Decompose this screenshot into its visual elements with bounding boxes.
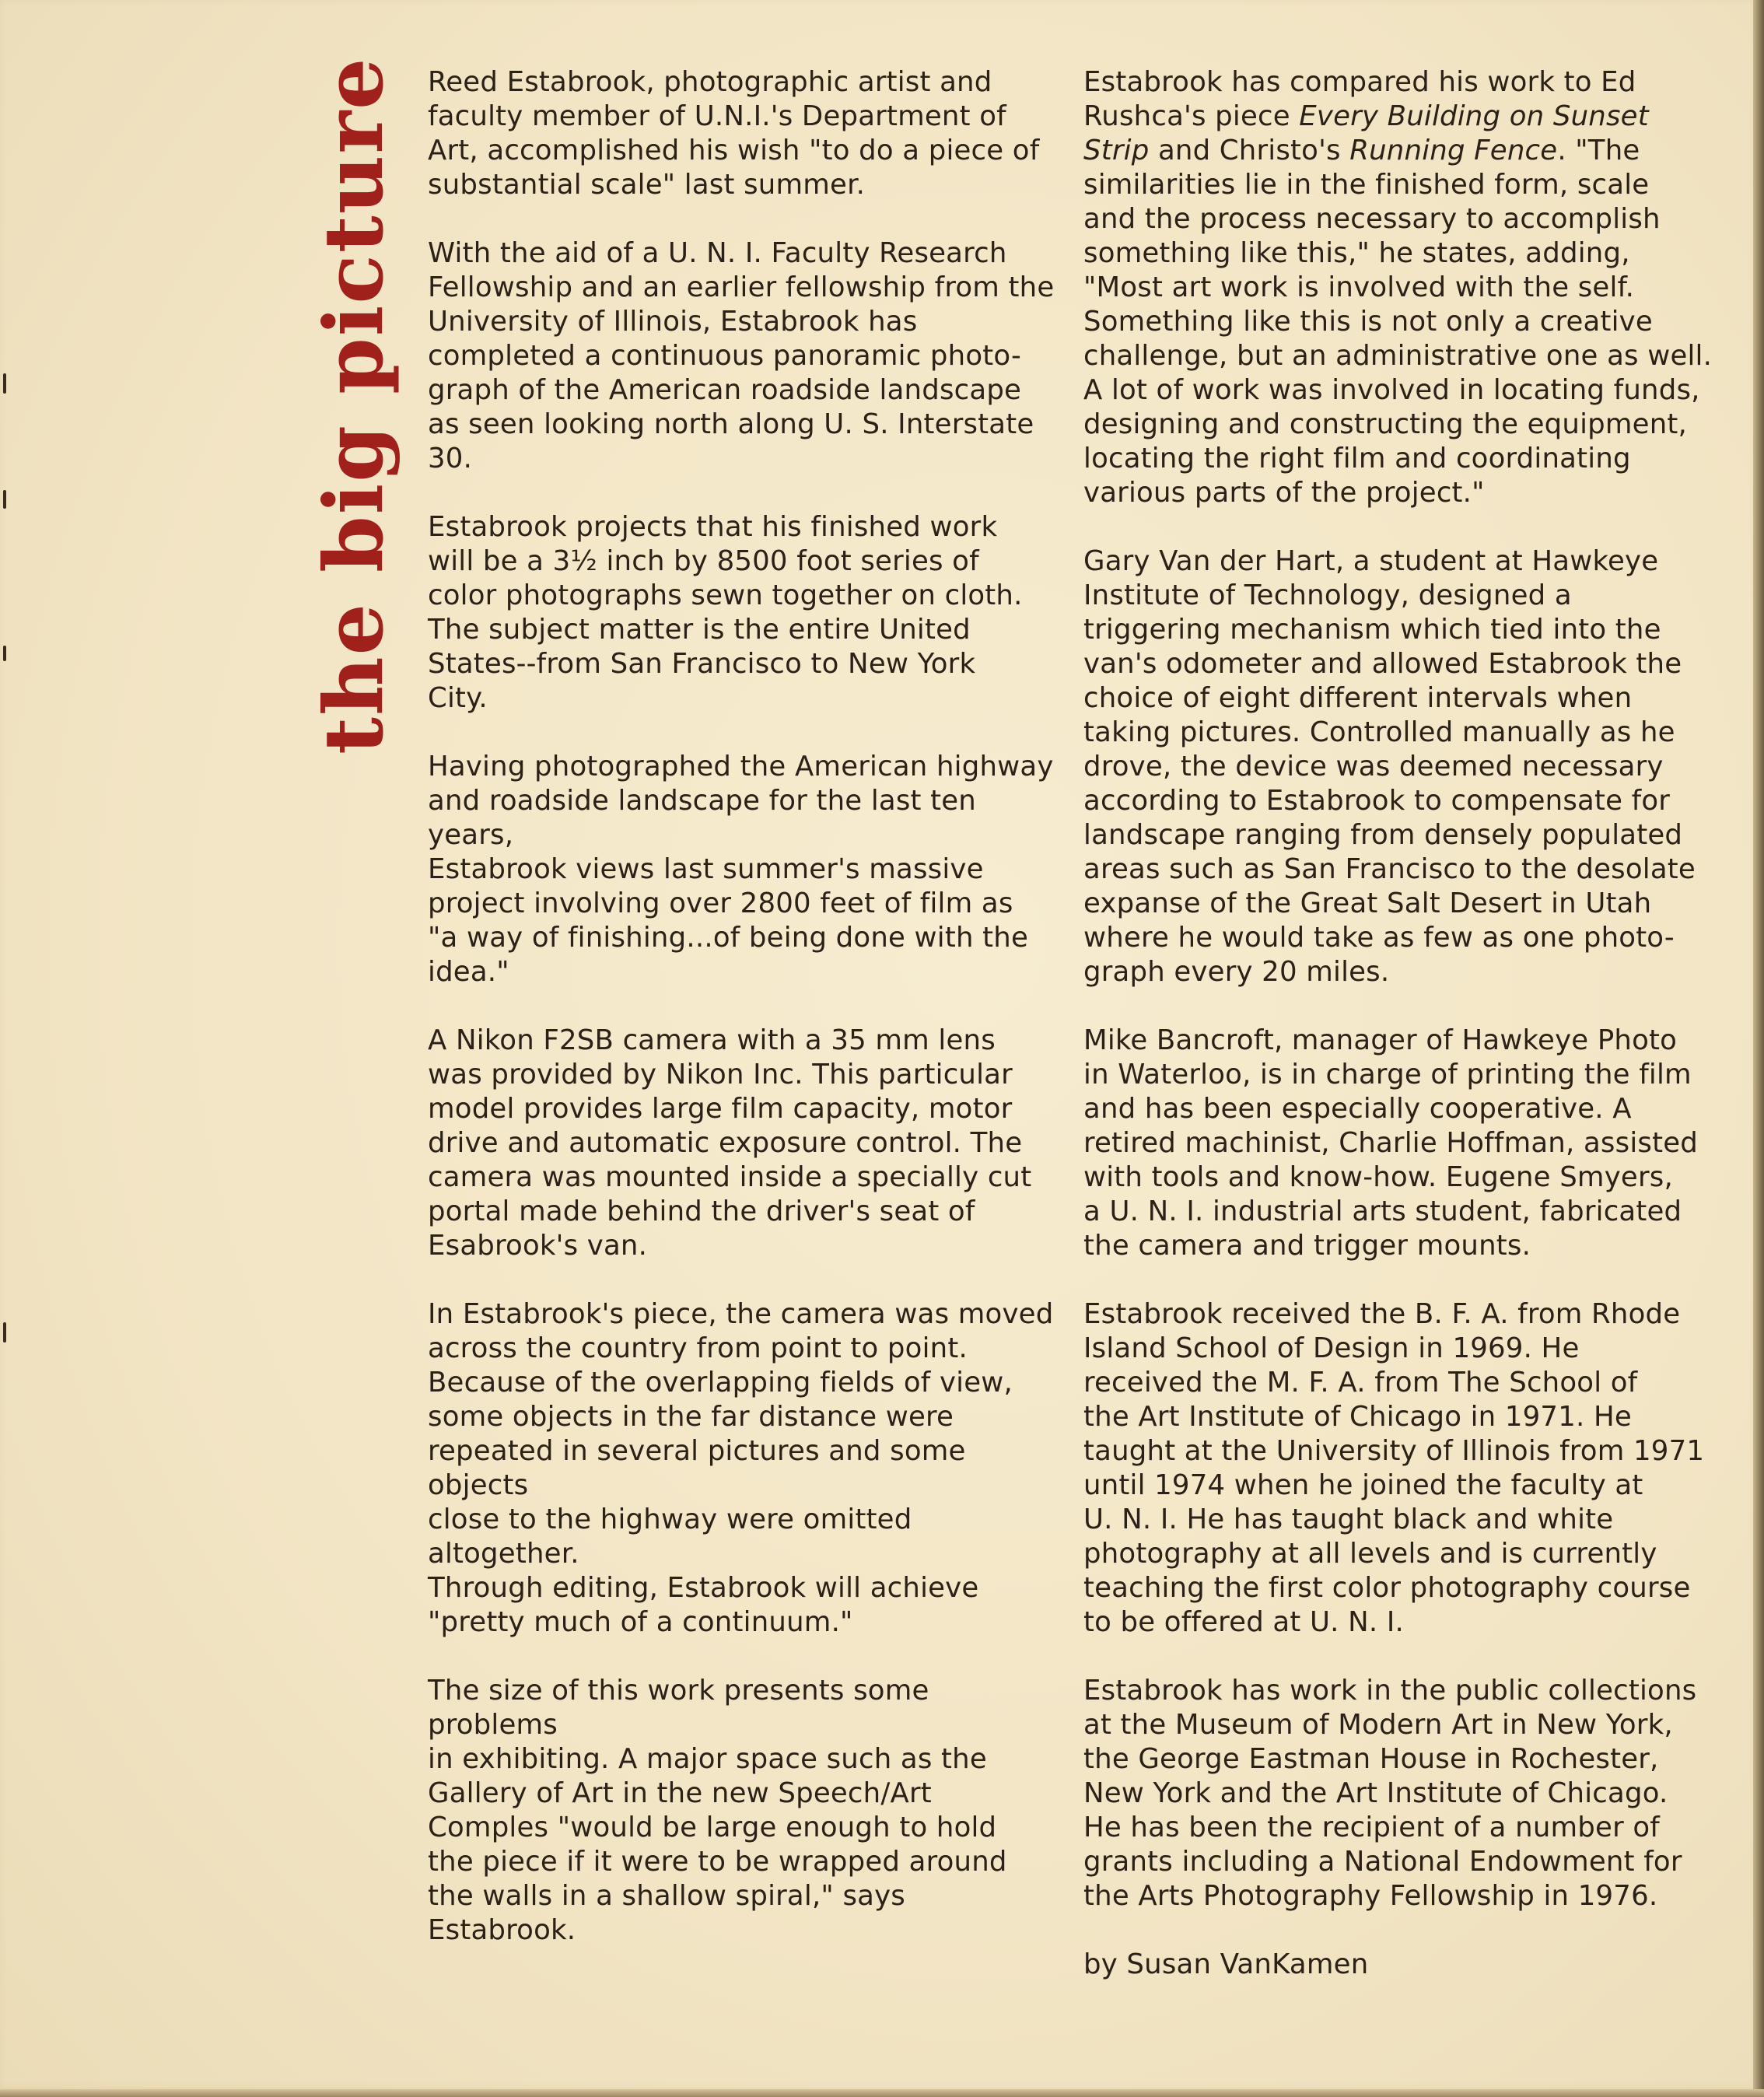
paragraph: With the aid of a U. N. I. Faculty Research Fellowship and an earlier fellowship from the University of Illinois, Estabrook has completed a continuous panoramic photo- graph of the American roadside landscape as seen looking north along U. S. Interstate 30. <box>428 237 1055 474</box>
binding-mark <box>3 1322 6 1343</box>
paragraph: In Estabrook's piece, the camera was moved across the country from point to point. Because of the overlapping fields of view, some objects in the far distance were repeated in several pictures and some objects close to the highway were omitted altogether. Through editing, Estabrook will achieve "pretty much of a continuum." <box>428 1298 1054 1638</box>
paragraph: Gary Van der Hart, a student at Hawkeye Institute of Technology, designed a triggering mechanism which tied into the van's odometer and allowed Estabrook the choice of eight different intervals when taking pictures. Controlled manually as he drove, the device was deemed necessary according to Estabrook to compensate for landscape ranging from densely populated areas such as San Francisco to the desolate expanse of the Great Salt Desert in Utah where he would take as few as one photo- graph every 20 miles. <box>1083 545 1696 988</box>
paragraph: Estabrook has work in the public collections at the Museum of Modern Art in New York, the George Eastman House in Rochester, New York and the Art Institute of Chicago. He has been the recipient of a number of grants including a National Endowment for the Arts Photography Fellowship in 1976. <box>1083 1675 1697 1912</box>
paragraph <box>1083 65 1721 510</box>
paragraph: Reed Estabrook, photographic artist and faculty member of U.N.I.'s Department of Art, accomplished his wish "to do a piece of substantial scale" last summer. <box>428 66 1040 201</box>
binding-mark <box>3 490 6 509</box>
page-title: the big picture <box>306 56 401 754</box>
text-run: . "The similarities lie in the finished form, scale and the process necessary to accomplish something like this," he states, adding, "Most art work is involved with the self. Something like this is not only a creative challenge, but an administrative one as well. A lot of work was involved in locating funds, designing and constructing the equipment, locating the right film and coordinating various parts of the project." <box>1083 135 1713 509</box>
paragraph: Estabrook received the B. F. A. from Rhode Island School of Design in 1969. He received the M. F. A. from The School of the Art Institute of Chicago in 1971. He taught at the University of Illinois from 1971 until 1974 when he joined the faculty at U. N. I. He has taught black and white photography at all levels and is currently teaching the first color photography course to be offered at U. N. I. <box>1083 1298 1705 1638</box>
text-run: Estabrook has compared his work to Ed Rushca's piece <box>1083 66 1636 132</box>
paragraph: Having photographed the American highway and roadside landscape for the last ten years, Estabrook views last summer's massive project involving over 2800 feet of film as "a way of finishing...of being done with the idea." <box>428 751 1054 988</box>
italic-title: Every Building on Sunset Strip <box>1083 100 1649 166</box>
paragraph: A Nikon F2SB camera with a 35 mm lens was provided by Nikon Inc. This particular model provides large film capacity, motor drive and automatic exposure control. The camera was mounted inside a specially cut portal made behind the driver's seat of Esabrook's van. <box>428 1024 1032 1262</box>
italic-title: Running Fence <box>1349 135 1558 166</box>
binding-mark <box>3 373 6 394</box>
page-edge-shadow <box>1753 0 1764 2097</box>
page-bottom-edge <box>0 2089 1764 2097</box>
title-container <box>307 54 401 754</box>
paragraph: The size of this work presents some problems in exhibiting. A major space such as the Gallery of Art in the new Speech/Art Comples "would be large enough to hold the piece if it were to be wrapped around the walls in a shallow spiral," says Estabrook. <box>428 1675 1007 1946</box>
paragraph: Estabrook projects that his finished work will be a 3½ inch by 8500 foot series of color photographs sewn together on cloth. The subject matter is the entire United States--from San Francisco to New York City. <box>428 511 1023 714</box>
byline: by Susan VanKamen <box>1083 1948 1369 1980</box>
paragraph: Mike Bancroft, manager of Hawkeye Photo in Waterloo, is in charge of printing the film and has been especially cooperative. A retired machinist, Charlie Hoffman, assisted with tools and know-how. Eugene Smyers, a U. N. I. industrial arts student, fabricated the camera and trigger mounts. <box>1083 1024 1698 1262</box>
binding-mark <box>3 646 6 661</box>
text-run: and Christo's <box>1149 135 1350 166</box>
right-column <box>1083 65 1721 2010</box>
left-column <box>428 65 1058 1982</box>
